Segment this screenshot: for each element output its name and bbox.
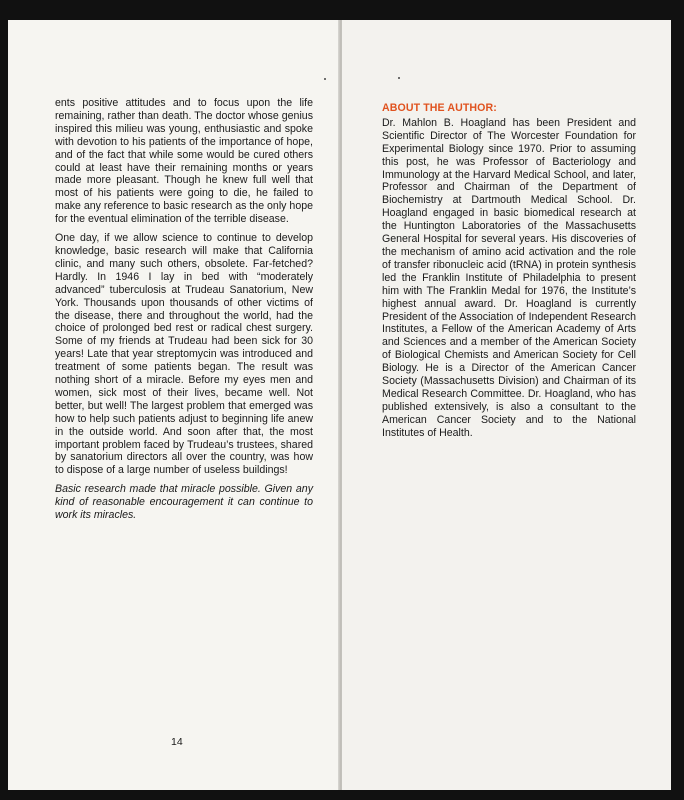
- left-page: [8, 20, 340, 790]
- body-paragraph-2: One day, if we allow science to continue to develop knowledge, basic research will make that California clinic, and many such others, obsolete. Far-fetched? Hardly. In 1946 I lay in bed with “moderately advanced” tuberculosis at Trudeau Sanatorium, New York. Thousands upon thousands of other victims of the disease, there and throughout the world, had the choice of prolonged bed rest or radical chest surgery. Some of my friends at Trudeau had been sick for 30 years! Late that year streptomycin was introduced and treatment of some patients began. The result was nothing short of a miracle. Before my eyes men and women, sick most of their lives, became well. Not better, but well! The largest problem that emerged was how to help such patients adjust to beginning life anew in the outside world. And soon after that, the most important problem faced by Trudeau’s trustees, shared by sanatorium directors all over the country, was how to dispose of a large number of useless buildings!: [55, 232, 313, 477]
- author-bio-column: [382, 102, 636, 440]
- closing-statement: Basic research made that miracle possible. Given any kind of reasonable encouragement it can continue to work its miracles.: [55, 483, 313, 522]
- author-bio: Dr. Mahlon B. Hoagland has been President and Scientific Director of The Worcester Foundation for Experimental Biology since 1970. Prior to assuming this post, he was Professor of Bacteriology and Immunology at the Harvard Medical School, and later, Professor and Chairman of the Department of Biochemistry at Dartmouth Medical School. Dr. Hoagland engaged in basic biomedical research at the Huntington Laboratories of the Massachusetts General Hospital for several years. His discoveries of the mechanism of amino acid activation and the role of transfer ribonucleic acid (tRNA) in protein synthesis led the Franklin Institute of Philadelphia to present him with The Franklin Medal for 1976, the Institute’s highest annual award. Dr. Hoagland is currently President of the Association of Independent Research Institutes, a Fellow of the American Academy of Arts and Sciences and a member of the American Society of Biological Chemists and American Society for Cell Biology. He is a Director of the American Cancer Society (Massachusetts Division) and Chairman of its Medical Research Committee. Dr. Hoagland, who has published extensively, is also a consultant to the American Cancer Society and to the National Institutes of Health.: [382, 116, 636, 439]
- page-number: 14: [171, 736, 183, 748]
- left-text-column: [55, 97, 313, 528]
- about-author-heading: ABOUT THE AUTHOR:: [382, 102, 497, 114]
- paper-speck: [398, 77, 400, 79]
- right-page: [342, 20, 671, 790]
- body-paragraph-1: ents positive attitudes and to focus upon the life remaining, rather than death. The doctor whose genius inspired this milieu was young, enthusiastic and spoke with devotion to his patients of the importance of hope, and of the fact that while some would be cured others could at least have their remaining months or years made more pleasant. Though he knew full well that most of his patients were going to die, he failed to make any reference to basic research as the only hope for the eventual elimination of the terrible disease.: [55, 97, 313, 226]
- paper-speck: [324, 78, 326, 80]
- booklet-spread: [8, 20, 671, 790]
